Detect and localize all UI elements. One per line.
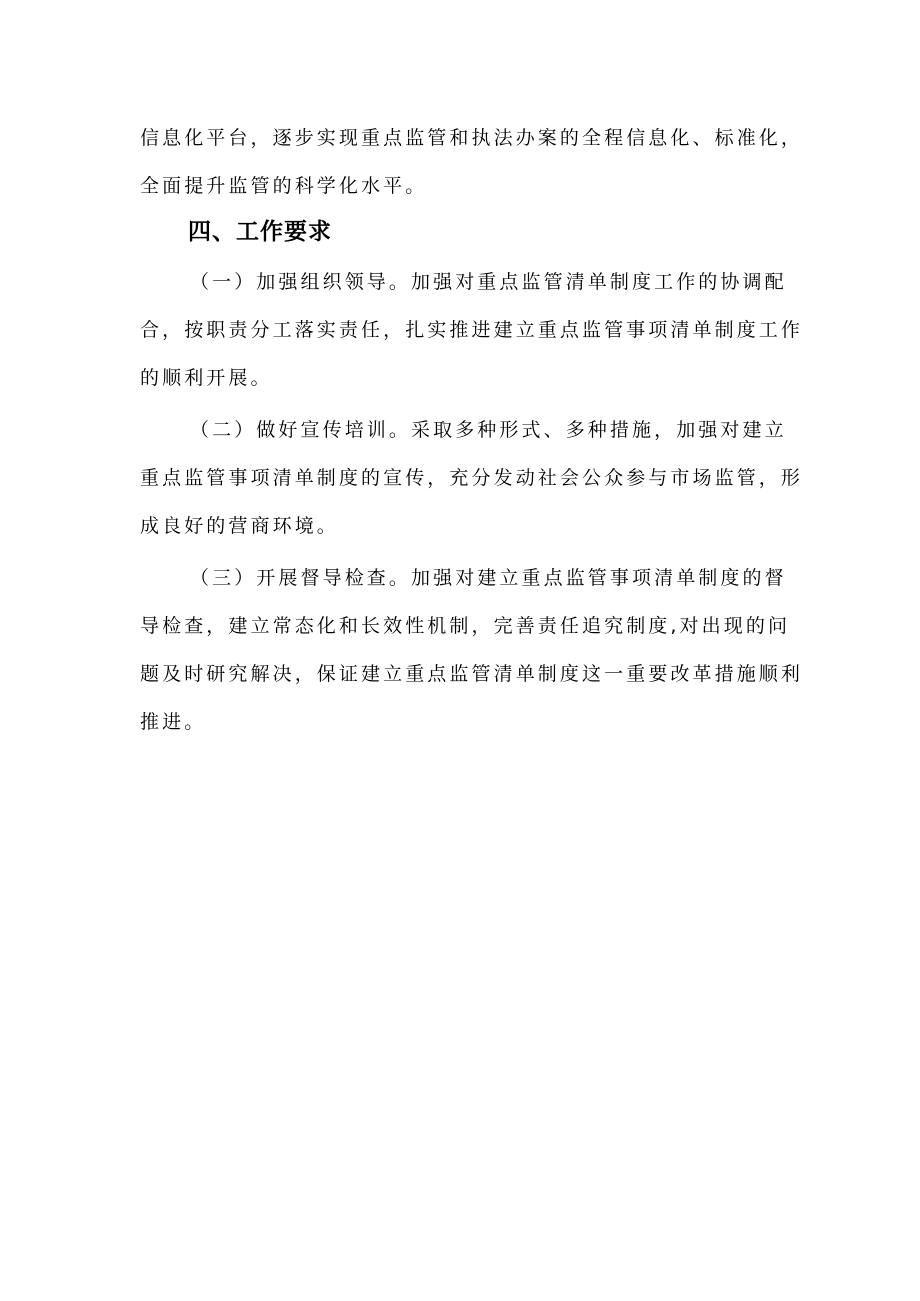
paragraph-3-line-2: 导检查，建立常态化和长效性机制，完善责任追究制度,对出现的问: [140, 615, 791, 637]
paragraph-1-line-3: 的顺利开展。: [140, 367, 273, 389]
intro-line-2: 全面提升监管的科学化水平。: [140, 175, 428, 197]
intro-line-1: 信息化平台，逐步实现重点监管和执法办案的全程信息化、标准化，: [140, 127, 804, 149]
paragraph-1-line-2: 合，按职责分工落实责任，扎实推进建立重点监管事项清单制度工作: [140, 319, 804, 341]
paragraph-2-line-2: 重点监管事项清单制度的宣传，充分发动社会公众参与市场监管，形: [140, 467, 804, 489]
paragraph-2-line-1: （二）做好宣传培训。采取多种形式、多种措施，加强对建立: [190, 419, 787, 441]
paragraph-3-line-3: 题及时研究解决，保证建立重点监管清单制度这一重要改革措施顺利: [140, 663, 804, 685]
paragraph-3-line-1: （三）开展督导检查。加强对建立重点监管事项清单制度的督: [190, 567, 787, 589]
paragraph-3-line-4: 推进。: [140, 711, 207, 733]
paragraph-2-line-3: 成良好的营商环境。: [140, 515, 339, 537]
section-heading: 四、工作要求: [188, 219, 332, 245]
paragraph-1-line-1: （一）加强组织领导。加强对重点监管清单制度工作的协调配: [190, 271, 787, 293]
